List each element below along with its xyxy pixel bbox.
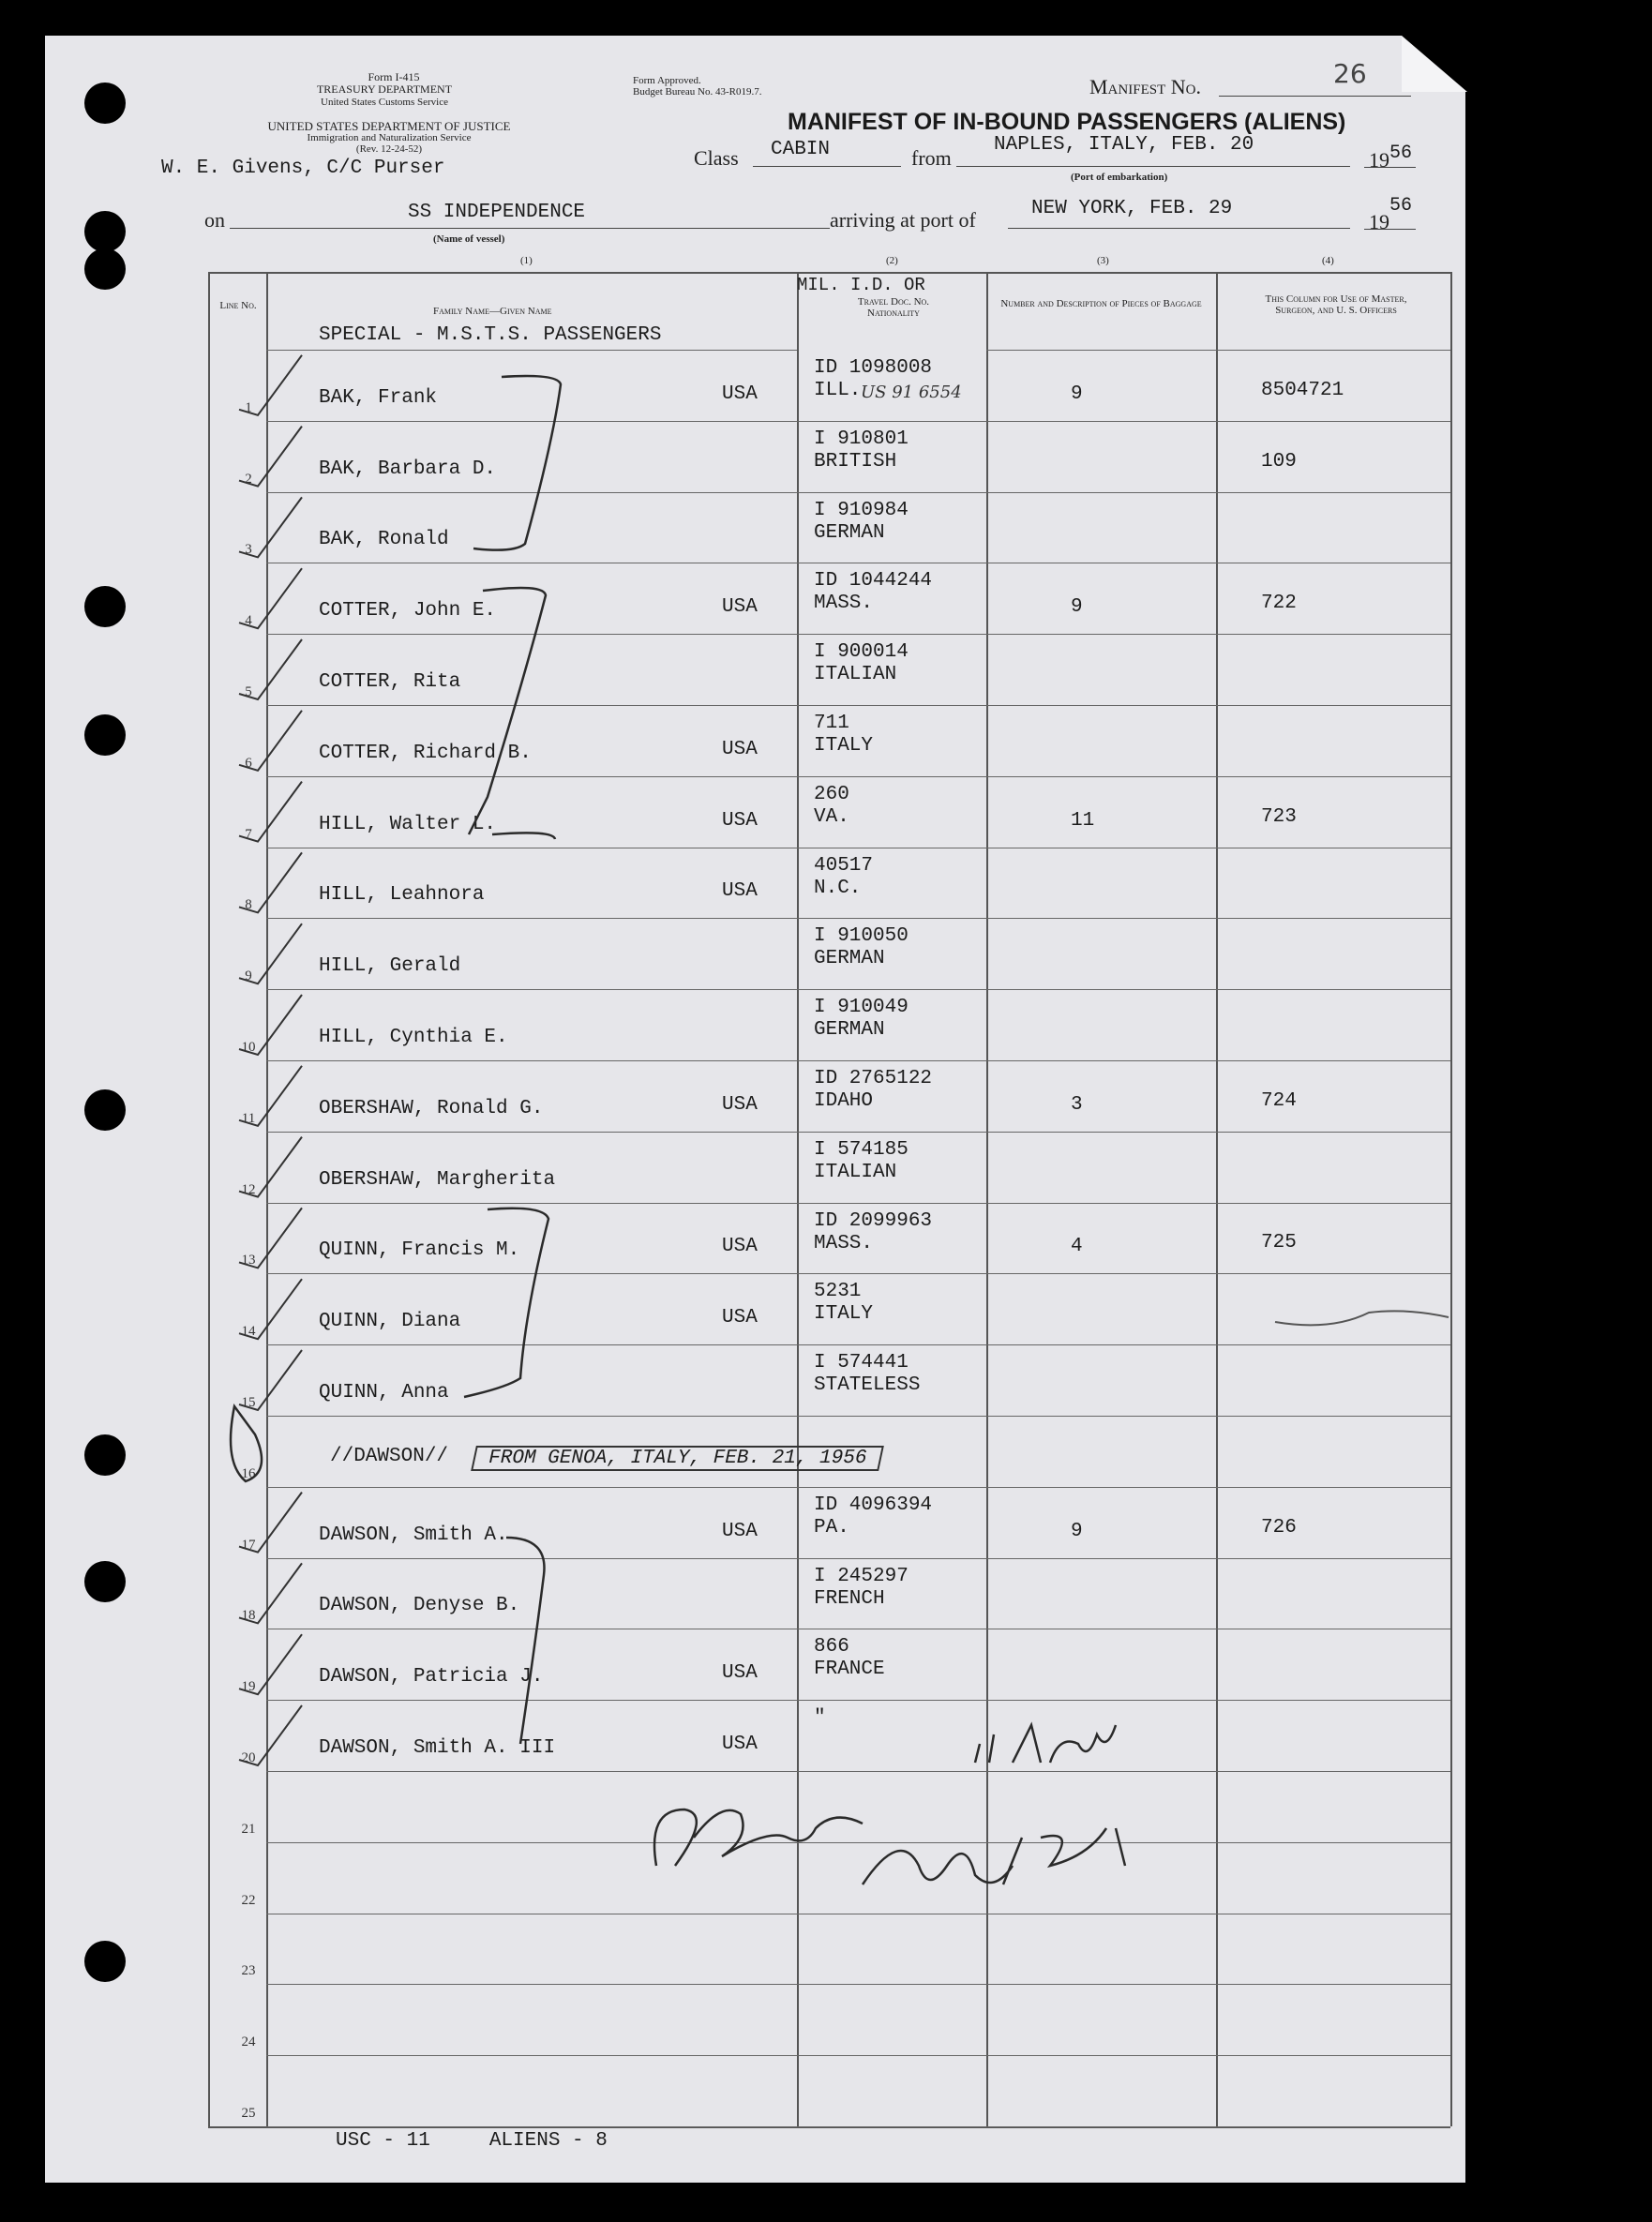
row-divider bbox=[266, 1700, 1450, 1701]
col-number-2: (2) bbox=[886, 255, 898, 266]
passenger-name: HILL, Walter L. bbox=[319, 813, 497, 835]
header-rule-right bbox=[986, 350, 1450, 351]
year-prefix-2: 19 bbox=[1369, 210, 1389, 233]
travel-doc-number: I 245297 bbox=[814, 1565, 909, 1587]
handwritten-ill-note: US 91 6554 bbox=[861, 383, 962, 402]
travel-doc-number: ID 1098008 bbox=[814, 357, 933, 379]
citizenship: USA bbox=[722, 1093, 758, 1116]
travel-doc-number: I 574185 bbox=[814, 1138, 909, 1161]
travel-doc-number: 866 bbox=[814, 1636, 849, 1659]
nationality: MASS. bbox=[814, 1232, 874, 1254]
budget-bureau: Budget Bureau No. 43-R019.7. bbox=[633, 86, 762, 98]
travel-doc-number: ID 4096394 bbox=[814, 1494, 933, 1516]
genoa-prefix: //DAWSON// bbox=[330, 1446, 449, 1467]
nationality: PA. bbox=[814, 1516, 849, 1539]
row-divider bbox=[266, 1344, 1450, 1345]
nationality: ITALIAN bbox=[814, 664, 897, 686]
travel-doc-number: 40517 bbox=[814, 854, 874, 877]
nationality: IDAHO bbox=[814, 1090, 874, 1112]
line-number: 4 bbox=[245, 613, 252, 629]
passenger-name: DAWSON, Smith A. III bbox=[319, 1737, 556, 1759]
section-header: SPECIAL - M.S.T.S. PASSENGERS bbox=[319, 324, 662, 346]
citizenship: USA bbox=[722, 1307, 758, 1329]
genoa-note: FROM GENOA, ITALY, FEB. 21, 1956 bbox=[471, 1446, 884, 1471]
punch-hole bbox=[84, 1561, 126, 1602]
line-number: 24 bbox=[241, 2034, 256, 2050]
page-title: MANIFEST OF IN-BOUND PASSENGERS (ALIENS) bbox=[788, 109, 1346, 135]
line-number: 6 bbox=[245, 755, 252, 771]
form-number: Form I-415 bbox=[368, 70, 420, 83]
header-name: Family Name—Given Name bbox=[433, 306, 552, 317]
row-divider bbox=[266, 1203, 1450, 1204]
passenger-name: OBERSHAW, Ronald G. bbox=[319, 1097, 544, 1119]
nationality: FRANCE bbox=[814, 1659, 885, 1681]
vessel-caption: (Name of vessel) bbox=[433, 233, 505, 245]
folded-corner bbox=[1402, 36, 1467, 92]
line-number: 8 bbox=[245, 897, 252, 913]
travel-doc-number: I 910050 bbox=[814, 925, 909, 948]
header-baggage: Number and Description of Pieces of Baggage bbox=[1000, 298, 1202, 309]
passenger-name: QUINN, Anna bbox=[319, 1382, 449, 1404]
line-number: 9 bbox=[245, 968, 252, 984]
year-line-2 bbox=[1364, 229, 1416, 230]
citizenship: USA bbox=[722, 1236, 758, 1258]
treasury-department: TREASURY DEPARTMENT bbox=[316, 83, 453, 96]
row-divider bbox=[266, 1984, 1450, 1985]
passenger-name: HILL, Gerald bbox=[319, 955, 461, 978]
officer-note: 723 bbox=[1261, 805, 1297, 828]
row-divider bbox=[266, 492, 1450, 493]
nationality: GERMAN bbox=[814, 948, 885, 970]
header-travel-typed: MIL. I.D. OR bbox=[797, 275, 925, 295]
col-number-4: (4) bbox=[1322, 255, 1334, 266]
travel-doc-number: I 900014 bbox=[814, 641, 909, 664]
form-footer: USC - 11 ALIENS - 8 bbox=[336, 2130, 608, 2152]
from-value: NAPLES, ITALY, FEB. 20 bbox=[994, 134, 1254, 156]
nationality: STATELESS bbox=[814, 1374, 921, 1397]
purser-name: W. E. Givens, C/C Purser bbox=[161, 158, 445, 179]
manifest-no-line bbox=[1219, 96, 1411, 97]
line-number: 11 bbox=[241, 1110, 256, 1126]
travel-doc-number: I 574441 bbox=[814, 1352, 909, 1374]
citizenship: USA bbox=[722, 809, 758, 832]
header-line-no: Line No. bbox=[219, 300, 257, 311]
passenger-name: DAWSON, Smith A. bbox=[319, 1524, 508, 1546]
citizenship: USA bbox=[722, 1734, 758, 1755]
nationality: GERMAN bbox=[814, 1019, 885, 1042]
punch-hole bbox=[84, 248, 126, 290]
line-number: 25 bbox=[241, 2106, 256, 2121]
citizenship: USA bbox=[722, 1520, 758, 1542]
manifest-label: Manifest No. bbox=[1089, 75, 1201, 98]
col-number-3: (3) bbox=[1097, 255, 1109, 266]
line-number: 12 bbox=[241, 1181, 256, 1197]
baggage-count: 9 bbox=[1071, 596, 1083, 619]
officer-note: 8504721 bbox=[1261, 379, 1344, 401]
table-right-border bbox=[1450, 272, 1452, 2126]
arriving-label: arriving at port of bbox=[830, 208, 976, 232]
row-divider bbox=[266, 2055, 1450, 2056]
class-line bbox=[753, 166, 901, 167]
form-revision: (Rev. 12-24-52) bbox=[355, 143, 423, 155]
nationality: ITALY bbox=[814, 735, 874, 757]
baggage-count: 9 bbox=[1071, 1520, 1083, 1542]
form-approved: Form Approved. bbox=[633, 75, 701, 86]
nationality: MASS. bbox=[814, 593, 874, 615]
col-number-1: (1) bbox=[520, 255, 533, 266]
passenger-name: BAK, Barbara D. bbox=[319, 458, 497, 480]
row-divider bbox=[266, 1416, 1450, 1417]
punch-hole bbox=[84, 1941, 126, 1982]
travel-doc-number: ID 1044244 bbox=[814, 570, 933, 593]
passenger-name: OBERSHAW, Margherita bbox=[319, 1168, 556, 1191]
line-number: 2 bbox=[245, 471, 252, 487]
arriving-line bbox=[1008, 228, 1350, 229]
port-caption: (Port of embarkation) bbox=[1071, 172, 1168, 183]
line-number: 14 bbox=[241, 1324, 256, 1340]
line-number: 23 bbox=[241, 1963, 256, 1979]
row-divider bbox=[266, 1842, 1450, 1843]
passenger-name: DAWSON, Denyse B. bbox=[319, 1595, 520, 1617]
line-number: 1 bbox=[245, 399, 252, 415]
nationality: VA. bbox=[814, 805, 849, 828]
passenger-name: BAK, Ronald bbox=[319, 529, 449, 551]
line-number: 18 bbox=[241, 1608, 256, 1624]
punch-hole bbox=[84, 83, 126, 124]
travel-doc-number: 260 bbox=[814, 783, 849, 805]
lineno-column-divider bbox=[266, 272, 268, 2126]
from-line bbox=[956, 166, 1350, 167]
passenger-name: QUINN, Diana bbox=[319, 1311, 461, 1333]
citizenship: USA bbox=[722, 880, 758, 903]
passenger-name: COTTER, Richard B. bbox=[319, 742, 532, 764]
baggage-count: 9 bbox=[1071, 383, 1083, 405]
line-number: 21 bbox=[241, 1821, 256, 1837]
row-divider bbox=[266, 776, 1450, 777]
nationality: FRENCH bbox=[814, 1587, 885, 1610]
row-divider bbox=[266, 1558, 1450, 1559]
citizenship: USA bbox=[722, 383, 758, 405]
line-number: 16 bbox=[241, 1465, 256, 1481]
year-line-1 bbox=[1364, 167, 1416, 168]
line-number: 5 bbox=[245, 684, 252, 699]
nationality: ITALY bbox=[814, 1303, 874, 1326]
name-column-divider bbox=[797, 272, 799, 2126]
officer-note: 724 bbox=[1261, 1089, 1297, 1112]
row-divider bbox=[266, 421, 1450, 422]
passenger-name: HILL, Leahnora bbox=[319, 884, 485, 907]
row-divider bbox=[266, 989, 1450, 990]
citizenship: USA bbox=[722, 596, 758, 619]
officer-note: 726 bbox=[1261, 1516, 1297, 1539]
customs-service: United States Customs Service bbox=[321, 97, 448, 108]
nationality: ITALIAN bbox=[814, 1161, 897, 1183]
travel-doc-number: I 910984 bbox=[814, 499, 909, 521]
punch-hole bbox=[84, 586, 126, 627]
year-suffix-1: 56 bbox=[1389, 143, 1413, 164]
baggage-count: 11 bbox=[1071, 809, 1095, 832]
baggage-column-divider bbox=[1216, 272, 1218, 2126]
row-divider bbox=[266, 705, 1450, 706]
row-divider bbox=[266, 1060, 1450, 1061]
passenger-name: DAWSON, Patricia J. bbox=[319, 1666, 544, 1689]
punch-hole bbox=[84, 1434, 126, 1476]
immigration-service: Immigration and Naturalization Service bbox=[307, 132, 472, 143]
manifest-number: 26 bbox=[1333, 58, 1367, 89]
line-number: 3 bbox=[245, 542, 252, 558]
header-officers: This Column for Use of Master, Surgeon, and U. S. Officers bbox=[1265, 293, 1407, 316]
arriving-value: NEW YORK, FEB. 29 bbox=[1031, 198, 1233, 219]
row-divider bbox=[266, 918, 1450, 919]
table-left-border bbox=[208, 272, 210, 2126]
officer-note: 725 bbox=[1261, 1232, 1297, 1254]
row-divider bbox=[266, 1487, 1450, 1488]
justice-department: UNITED STATES DEPARTMENT OF JUSTICE bbox=[267, 119, 511, 133]
travel-doc-number: " bbox=[814, 1707, 826, 1730]
travel-doc-number: 5231 bbox=[814, 1281, 862, 1303]
on-label: on bbox=[204, 208, 225, 232]
officer-note: 722 bbox=[1261, 593, 1297, 615]
line-number: 15 bbox=[241, 1395, 256, 1410]
line-number: 20 bbox=[241, 1750, 256, 1765]
punch-hole bbox=[84, 211, 126, 252]
line-number: 22 bbox=[241, 1892, 256, 1908]
baggage-count: 3 bbox=[1071, 1093, 1083, 1116]
section-header-line bbox=[266, 350, 797, 351]
travel-doc-number: I 910049 bbox=[814, 997, 909, 1019]
line-number: 19 bbox=[241, 1679, 256, 1695]
line-number: 10 bbox=[241, 1040, 256, 1055]
travel-doc-number: ID 2099963 bbox=[814, 1209, 933, 1232]
passenger-name: HILL, Cynthia E. bbox=[319, 1027, 508, 1048]
passenger-name: COTTER, Rita bbox=[319, 671, 461, 693]
citizenship: USA bbox=[722, 1662, 758, 1685]
year-suffix-2: 56 bbox=[1389, 195, 1413, 217]
line-number: 17 bbox=[241, 1537, 256, 1553]
line-number: 7 bbox=[245, 826, 252, 842]
nationality: BRITISH bbox=[814, 450, 897, 473]
punch-hole bbox=[84, 1089, 126, 1131]
line-number: 13 bbox=[241, 1253, 256, 1269]
nationality: ILL. bbox=[814, 380, 862, 401]
nationality: GERMAN bbox=[814, 521, 885, 544]
row-divider bbox=[266, 1273, 1450, 1274]
row-divider bbox=[266, 1132, 1450, 1133]
vessel-line bbox=[230, 228, 830, 229]
citizenship: USA bbox=[722, 738, 758, 760]
header-travel-doc: Travel Doc. No. Nationality bbox=[857, 296, 930, 319]
row-divider bbox=[266, 2126, 1450, 2127]
travel-doc-number: ID 2765122 bbox=[814, 1068, 933, 1089]
passenger-name: BAK, Frank bbox=[319, 386, 438, 409]
travel-doc-number: 711 bbox=[814, 713, 849, 734]
vessel-name: SS INDEPENDENCE bbox=[408, 202, 586, 223]
from-label: from bbox=[911, 146, 952, 170]
passenger-name: QUINN, Francis M. bbox=[319, 1239, 520, 1262]
row-divider bbox=[266, 1771, 1450, 1772]
officer-note: 109 bbox=[1261, 450, 1297, 473]
nationality: N.C. bbox=[814, 877, 862, 899]
class-value: CABIN bbox=[771, 139, 831, 160]
row-divider bbox=[266, 634, 1450, 635]
baggage-count: 4 bbox=[1071, 1236, 1083, 1258]
table-top-border bbox=[208, 272, 1450, 274]
doc-column-divider bbox=[986, 272, 988, 2126]
class-label: Class bbox=[694, 146, 739, 170]
passenger-name: COTTER, John E. bbox=[319, 600, 497, 623]
travel-doc-number: I 910801 bbox=[814, 428, 909, 450]
punch-hole bbox=[84, 714, 126, 756]
year-prefix-1: 19 bbox=[1369, 148, 1389, 172]
